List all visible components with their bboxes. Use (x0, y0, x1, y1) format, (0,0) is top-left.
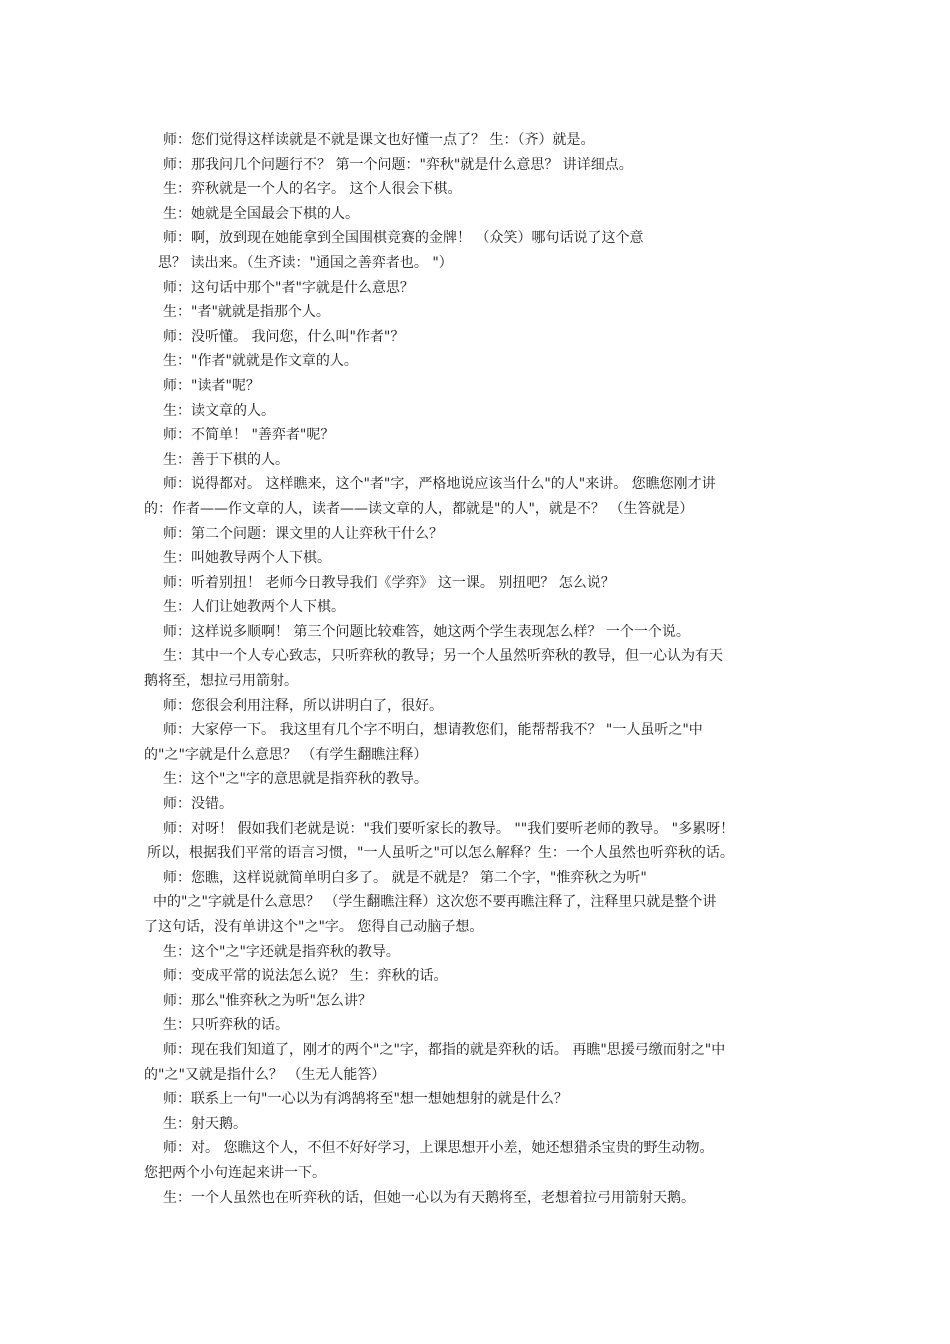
text-line: 师：大家停一下。 我这里有几个字不明白，想请教您们，能帮帮我不？ "一人虽听之"中 (163, 722, 703, 739)
text-line: 师：那我问几个问题行不？ 第一个问题："弈秋"就是什么意思？ 讲详细点。 (163, 156, 633, 173)
text-line: 生：射天鹅。 (163, 1115, 247, 1132)
text-line: 生：这个"之"字还就是指弈秋的教导。 (163, 943, 400, 960)
text-line: 生：她就是全国最会下棋的人。 (163, 205, 359, 222)
text-line: 生：读文章的人。 (163, 402, 275, 419)
text-line: 了这句话，没有单讲这个"之"字。 您得自己动脑子想。 (144, 919, 484, 935)
text-line: 师：变成平常的说法怎么说？ 生：弈秋的话。 (163, 968, 448, 985)
text-line: 师：对。 您瞧这个人，不但不好好学习，上课思想开小差，她还想猎杀宝贵的野生动物。 (163, 1140, 714, 1157)
text-line: 师：听着别扭！ 老师今日教导我们《学弈》 这一课。 别扭吧？ 怎么说？ (163, 574, 615, 591)
text-line: 生：只听弈秋的话。 (163, 1017, 289, 1034)
text-line: 的：作者——作文章的人，读者——读文章的人，都就是"的人"，就是不？ （生答就是） (144, 500, 694, 517)
dialogue-text (144, 128, 824, 1210)
text-line: 鹅将至，想拉弓用箭射。 (144, 673, 298, 690)
text-line: 生："作者"就就是作文章的人。 (163, 353, 358, 370)
text-line: 师：第二个问题：课文里的人让弈秋干什么？ (163, 525, 443, 542)
text-line: 师：啊，放到现在她能拿到全国围棋竞赛的金牌！ （众笑）哪句话说了这个意 (163, 230, 644, 247)
text-line: 师：联系上一句"一心以为有鸿鹄将至"想一想她想射的就是什么？ (163, 1091, 568, 1108)
text-line: 师：您们觉得这样读就是不就是课文也好懂一点了？ 生：（齐）就是。 (163, 132, 595, 148)
text-line: 中的"之"字就是什么意思？ （学生翻瞧注释）这次您不要再瞧注释了，注释里只就是整个讲 (153, 894, 717, 911)
text-line: 生：人们让她教两个人下棋。 (163, 599, 345, 616)
text-line: 生：叫她教导两个人下棋。 (163, 550, 331, 567)
text-line: 生：善于下棋的人。 (163, 451, 289, 468)
text-line: 的"之"又就是指什么？ （生无人能答） (144, 1066, 386, 1083)
text-line: 师：对呀！ 假如我们老就是说："我们要听家长的教导。 ""我们要听老师的教导。 "多累呀！ (163, 820, 735, 837)
text-line: 师：您瞧，这样说就简单明白多了。 就是不就是？ 第二个字，"惟弈秋之为听" (163, 869, 647, 886)
text-line: 师：现在我们知道了，刚才的两个"之"字，都指的就是弈秋的话。 再瞧"思援弓缴而射之"中 (163, 1041, 726, 1058)
text-line: 师："读者"呢？ (163, 377, 260, 394)
text-line: 生：其中一个人专心致志，只听弈秋的教导；另一个人虽然听弈秋的教导，但一心认为有天 (163, 648, 723, 665)
text-line: 师：没听懂。 我问您，什么叫"作者"？ (163, 328, 405, 345)
text-line: 思？ 读出来。（生齐读："通国之善弈者也。 "） (158, 254, 453, 271)
text-line: 师：您很会利用注释，所以讲明白了，很好。 (163, 697, 443, 714)
text-line: 生：这个"之"字的意思就是指弈秋的教导。 (163, 771, 428, 788)
text-line: 所以，根据我们平常的语言习惯，"一人虽听之"可以怎么解释？生：一个人虽然也听弈秋的话。 (147, 845, 734, 862)
text-line: 师：这句话中那个"者"字就是什么意思？ (163, 279, 414, 296)
text-line: 师：说得都对。 这样瞧来，这个"者"字，严格地说应该当什么"的人"来讲。 您瞧您刚才讲 (163, 476, 716, 493)
text-line: 的"之"字就是什么意思？ （有学生翻瞧注释） (144, 746, 428, 763)
text-line: 师：不简单！ "善弈者"呢？ (163, 427, 335, 444)
text-line: 师：这样说多顺啊！ 第三个问题比较难答，她这两个学生表现怎么样？ 一个一个说。 (163, 623, 690, 640)
text-line: 生："者"就就是指那个人。 (163, 304, 330, 321)
text-line: 生：一个人虽然也在听弈秋的话，但她一心以为有天鹅将至，老想着拉弓用箭射天鹅。 (163, 1189, 695, 1206)
text-line: 您把两个小句连起来讲一下。 (144, 1164, 326, 1181)
text-line: 师：那么"惟弈秋之为听"怎么讲？ (163, 992, 372, 1009)
text-line: 生：弈秋就是一个人的名字。 这个人很会下棋。 (163, 181, 462, 198)
text-line: 师：没错。 (163, 796, 233, 813)
